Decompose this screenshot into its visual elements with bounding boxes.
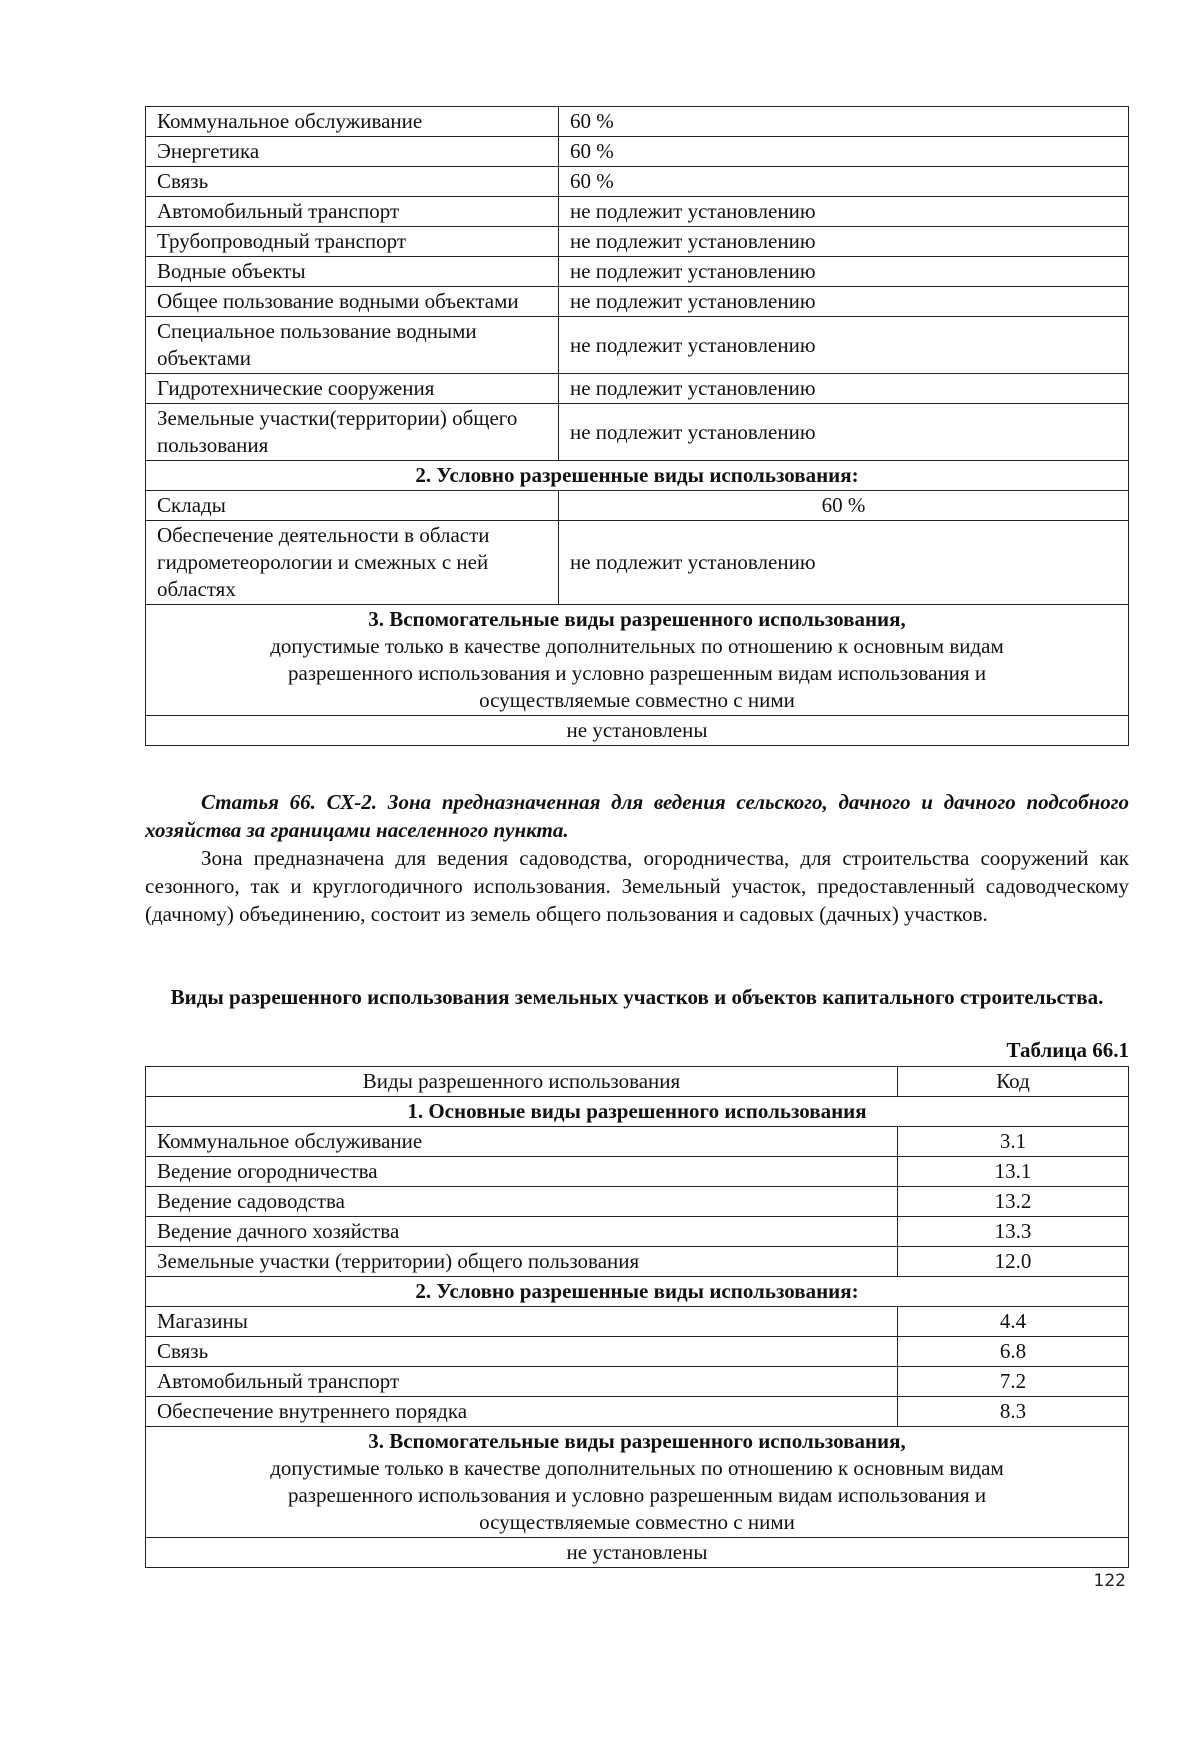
section-description: допустимые только в качестве дополнительных по отношению к основным видам разрешенного использования и условно разрешенным видам использования и осуществляемые совместно с ними [270, 1456, 1004, 1534]
table-row [146, 287, 1129, 317]
table-row [146, 197, 1129, 227]
table-continued [145, 106, 1129, 746]
table-row [146, 257, 1129, 287]
table-row [146, 1367, 1129, 1397]
use-name: Связь [146, 167, 559, 197]
section-title: 2. Условно разрешенные виды использования: [146, 1277, 1129, 1307]
use-name: Ведение дачного хозяйства [146, 1217, 898, 1247]
use-code: 13.2 [898, 1187, 1129, 1217]
table-row [146, 1307, 1129, 1337]
use-value: не подлежит установлению [559, 257, 1129, 287]
use-name: Коммунальное обслуживание [146, 1127, 898, 1157]
table-row [146, 491, 1129, 521]
article-body: Зона предназначена для ведения садоводства, огородничества, для строительства сооружений как сезонного, так и круглогодичного использования. Земельный участок, предоставленный садоводческому (дачному) объединению, состоит из земель общего пользования и садовых (дачных) участков. [145, 846, 1129, 926]
table-row [146, 107, 1129, 137]
section-title: 1. Основные виды разрешенного использования [146, 1097, 1129, 1127]
use-code: 4.4 [898, 1307, 1129, 1337]
table-row [146, 374, 1129, 404]
use-value: не подлежит установлению [559, 227, 1129, 257]
use-name: Земельные участки (территории) общего пользования [146, 1247, 898, 1277]
use-name: Земельные участки(территории) общего пользования [146, 404, 559, 461]
use-code: 3.1 [898, 1127, 1129, 1157]
section-header-row [146, 1277, 1129, 1307]
use-name: Ведение огородничества [146, 1157, 898, 1187]
table-row [146, 317, 1129, 374]
table-row [146, 167, 1129, 197]
use-name: Трубопроводный транспорт [146, 227, 559, 257]
table-row [146, 227, 1129, 257]
use-value: 60 % [559, 137, 1129, 167]
section-title: 2. Условно разрешенные виды использования: [146, 461, 1129, 491]
section-header-row [146, 605, 1129, 716]
use-name: Автомобильный транспорт [146, 197, 559, 227]
use-code: 12.0 [898, 1247, 1129, 1277]
table-row [146, 1127, 1129, 1157]
use-code: 8.3 [898, 1397, 1129, 1427]
use-name: Ведение садоводства [146, 1187, 898, 1217]
section-title: 3. Вспомогательные виды разрешенного использования, [368, 607, 906, 631]
use-value: 60 % [559, 167, 1129, 197]
section3-cell [146, 605, 1129, 716]
use-name: Гидротехнические сооружения [146, 374, 559, 404]
section-title: 3. Вспомогательные виды разрешенного использования, [368, 1429, 906, 1453]
use-value: не подлежит установлению [559, 287, 1129, 317]
table-row [146, 521, 1129, 605]
column-header-use: Виды разрешенного использования [146, 1067, 898, 1097]
use-name: Обеспечение деятельности в области гидрометеорологии и смежных с ней областях [146, 521, 559, 605]
table-row [146, 1397, 1129, 1427]
use-value: не подлежит установлению [559, 374, 1129, 404]
use-code: 13.1 [898, 1157, 1129, 1187]
permitted-use-table [145, 1066, 1129, 1568]
use-name: Коммунальное обслуживание [146, 107, 559, 137]
use-name: Энергетика [146, 137, 559, 167]
section-header-row [146, 1097, 1129, 1127]
use-value: 60 % [559, 491, 1129, 521]
use-name: Обеспечение внутреннего порядка [146, 1397, 898, 1427]
use-name: Склады [146, 491, 559, 521]
article-title: Статья 66. СХ-2. Зона предназначенная для ведения сельского, дачного и дачного подсобного хозяйства за границами населенного пункта. [145, 790, 1129, 842]
table-row [146, 404, 1129, 461]
use-value: не подлежит установлению [559, 317, 1129, 374]
section-header-row [146, 461, 1129, 491]
table-row [146, 1157, 1129, 1187]
table-row [146, 137, 1129, 167]
table-row [146, 1538, 1129, 1568]
section-header-row [146, 1427, 1129, 1538]
use-name: Водные объекты [146, 257, 559, 287]
use-code: 13.3 [898, 1217, 1129, 1247]
table-row [146, 1247, 1129, 1277]
table-row [146, 1187, 1129, 1217]
table-heading: Виды разрешенного использования земельных участков и объектов капитального строительства. [170, 985, 1104, 1009]
use-name: Автомобильный транспорт [146, 1367, 898, 1397]
section-value: не установлены [146, 716, 1129, 746]
section-description: допустимые только в качестве дополнительных по отношению к основным видам разрешенного использования и условно разрешенным видам использования и осуществляемые совместно с ними [270, 634, 1004, 712]
section3-cell [146, 1427, 1129, 1538]
use-code: 7.2 [898, 1367, 1129, 1397]
use-value: не подлежит установлению [559, 404, 1129, 461]
use-value: 60 % [559, 107, 1129, 137]
table-header-row [146, 1067, 1129, 1097]
table-row [146, 716, 1129, 746]
use-value: не подлежит установлению [559, 197, 1129, 227]
table-row [146, 1217, 1129, 1247]
use-name: Специальное пользование водными объектами [146, 317, 559, 374]
use-name: Общее пользование водными объектами [146, 287, 559, 317]
table-row [146, 1337, 1129, 1367]
table-caption: Таблица 66.1 [1006, 1038, 1129, 1062]
use-value: не подлежит установлению [559, 521, 1129, 605]
page-number: 122 [1093, 1571, 1126, 1591]
use-name: Магазины [146, 1307, 898, 1337]
section-value: не установлены [146, 1538, 1129, 1568]
column-header-code: Код [898, 1067, 1129, 1097]
use-name: Связь [146, 1337, 898, 1367]
use-code: 6.8 [898, 1337, 1129, 1367]
